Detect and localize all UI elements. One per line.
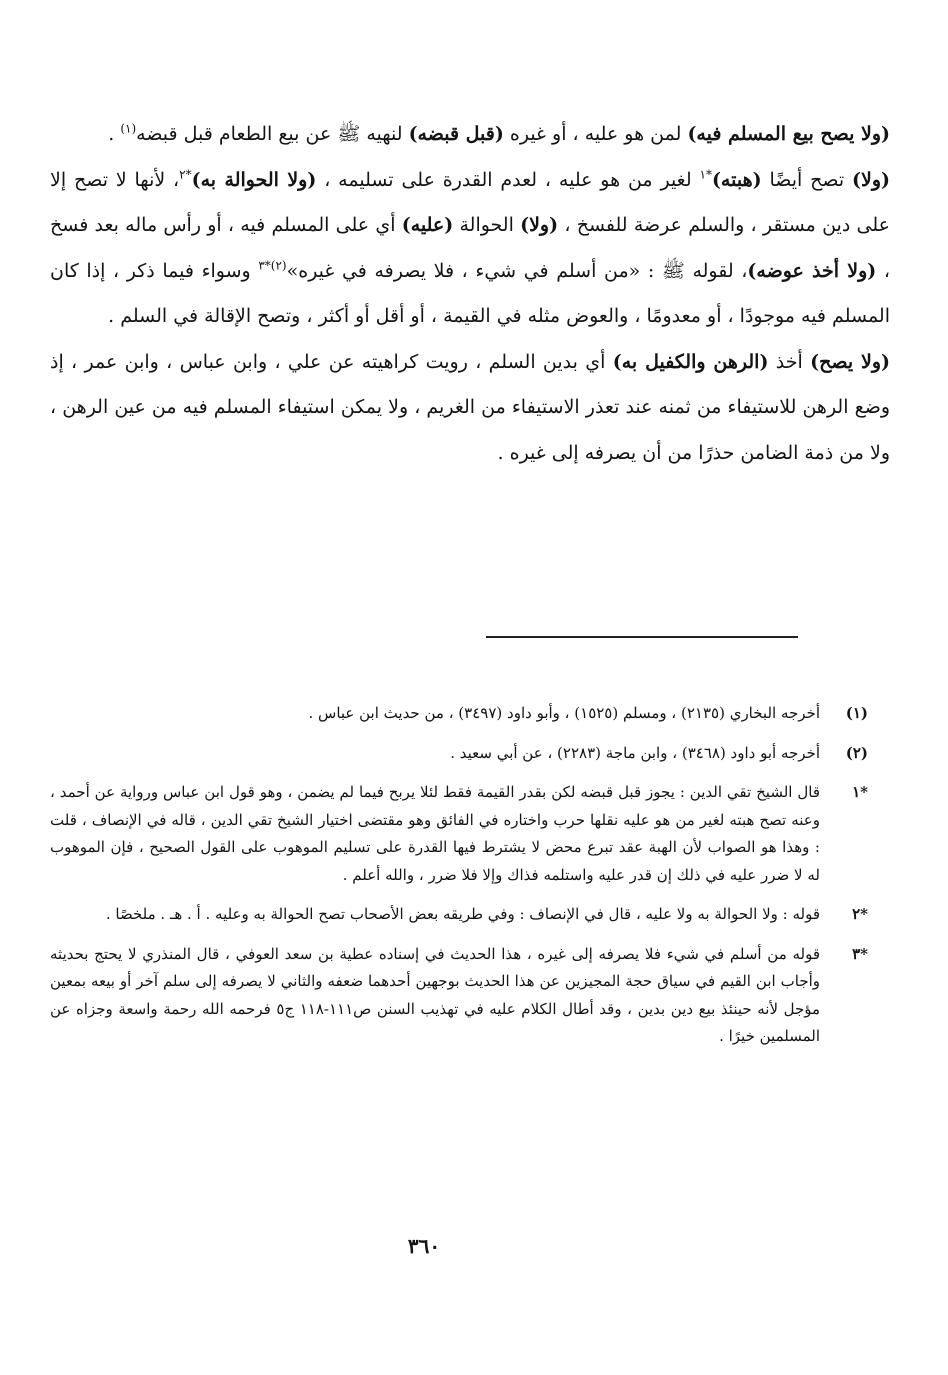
text-run: أخذ [768,350,811,373]
text-run: وسواء فيما ذكر ، إذا كان المسلم فيه موجودًا ، أو معدومًا ، والعوض مثله في القيمة ، أو أقل أو أكثر ، وتصح الإقالة في السلم . [50,259,890,327]
bold-phrase: (ولا يصح) [810,350,891,373]
note-ref-star-1: *١ [699,167,712,182]
note-ref-star-2: *٢ [179,167,192,182]
bold-phrase: (ولا الحوالة به) [191,168,317,191]
text-run: لغير من هو عليه ، لعدم القدرة على تسليمه ، [316,168,700,191]
footnotes [50,700,868,1063]
footnote-2 [50,740,868,768]
bold-phrase: (الرهن والكفيل به) [612,350,769,373]
footnote-mark: (٢) [845,743,868,762]
footnote-mark: *١ [852,783,868,801]
footnote-text: أخرجه البخاري (٢١٣٥) ، ومسلم (١٥٢٥) ، وأبو داود (٣٤٩٧) ، من حديث ابن عباس . [308,704,820,722]
text-run: لمن هو عليه ، أو غيره [503,123,688,145]
page-number: ٣٦٠ [407,1234,441,1258]
paragraph-2 [50,158,890,340]
bold-phrase: (ولا) [520,214,559,236]
paragraph-3 [50,340,890,477]
footnote-ref-1: (١) [120,121,137,136]
footnote-ref-2: (٢)*٣ [258,258,287,273]
text-run: . [108,123,121,145]
bold-phrase: (ولا يصح بيع المسلم فيه) [687,123,890,145]
text-run: تصح أيضًا [761,168,852,191]
footnote-mark: *٢ [852,905,868,923]
text-run: أي على المسلم فيه ، أو رأس ماله بعد فسخ ، [50,214,890,282]
text-run: ، لقوله ﷺ : «من أسلم في شيء ، فلا يصرفه في غيره» [286,259,748,282]
footnote-mark: (١) [845,704,868,722]
footnote-text: قوله : ولا الحوالة به ولا عليه ، قال في الإنصاف : وفي طريقه بعض الأصحاب تصح الحوالة به وعليه . أ . هـ . ملخصًا . [105,905,820,923]
note-star-1 [50,779,868,889]
note-star-2 [50,901,868,929]
footnote-text: قوله من أسلم في شيء فلا يصرفه إلى غيره ، هذا الحديث في إسناده عطية بن سعد العوفي ، قال المنذري لا يحتج بحديثه وأجاب ابن القيم في سياق حجة المجيزين عن هذا الحديث بوجهين أحدهما ضعفه والثاني لا يصرفه إلى سلم آخر أو بيعه بمعين مؤجل لأنه حينئذ بيع دين بدين ، وقد أطال الكلام عليه في تهذيب السنن ص١١١-١١٨ ج٥ فرحمه الله رحمة واسعة وجزاه عن المسلمين خيرًا . [50,944,821,1045]
note-star-3 [50,941,868,1051]
footnote-text: أخرجه أبو داود (٣٤٦٨) ، وابن ماجة (٢٢٨٣) ، عن أبي سعيد . [450,743,820,762]
text-run: ، لأنها لا تصح إلا على دين مستقر ، والسلم عرضة للفسخ ، [50,168,890,236]
main-text [50,112,890,476]
bold-phrase: (قبل قبضه) [408,123,504,145]
text-run: أي بدين السلم ، رويت كراهيته عن علي ، وابن عباس ، وابن عمر ، إذ وضع الرهن للاستيفاء من ثمنه عند تعذر الاستيفاء من الغريم ، ولا يمكن استيفاء المسلم فيه من عين الرهن ، ولا من ذمة الضامن حذرًا من أن يصرفه إلى غيره . [50,350,890,464]
bold-phrase: (ولا) [852,168,890,191]
footnote-1 [50,700,868,728]
footnote-separator [486,636,798,638]
paragraph-1 [50,112,890,158]
text-run: الحوالة [453,214,521,236]
footnote-text: قال الشيخ تقي الدين : يجوز قبل قبضه لكن بقدر القيمة فقط لئلا يربح فيما لم يضمن ، وهو قول ابن عباس ورواية عن أحمد ، وعنه تصح هبته لغير من هو عليه نقلها حرب واختاره في الفائق وهو مقتضى اختيار الشيخ تقي الدين ، قاله في الإنصاف ، قلت : وهذا هو الصواب لأن الهبة عقد تبرع محض لا يشترط فيها القدرة على تسليم الموهوب على القول الصحيح ، فإن الموهوب له لا ضرر عليه في ذلك إن قدر عليه واستلمه فذاك وإلا فلا ضرر ، والله أعلم . [50,783,821,884]
bold-phrase: (هبته) [711,168,762,191]
text-run: لنهيه ﷺ عن بيع الطعام قبل قبضه [136,123,409,145]
bold-phrase: (عليه) [401,214,454,236]
footnote-mark: *٣ [852,944,868,963]
bold-phrase: (ولا أخذ عوضه) [747,259,877,282]
